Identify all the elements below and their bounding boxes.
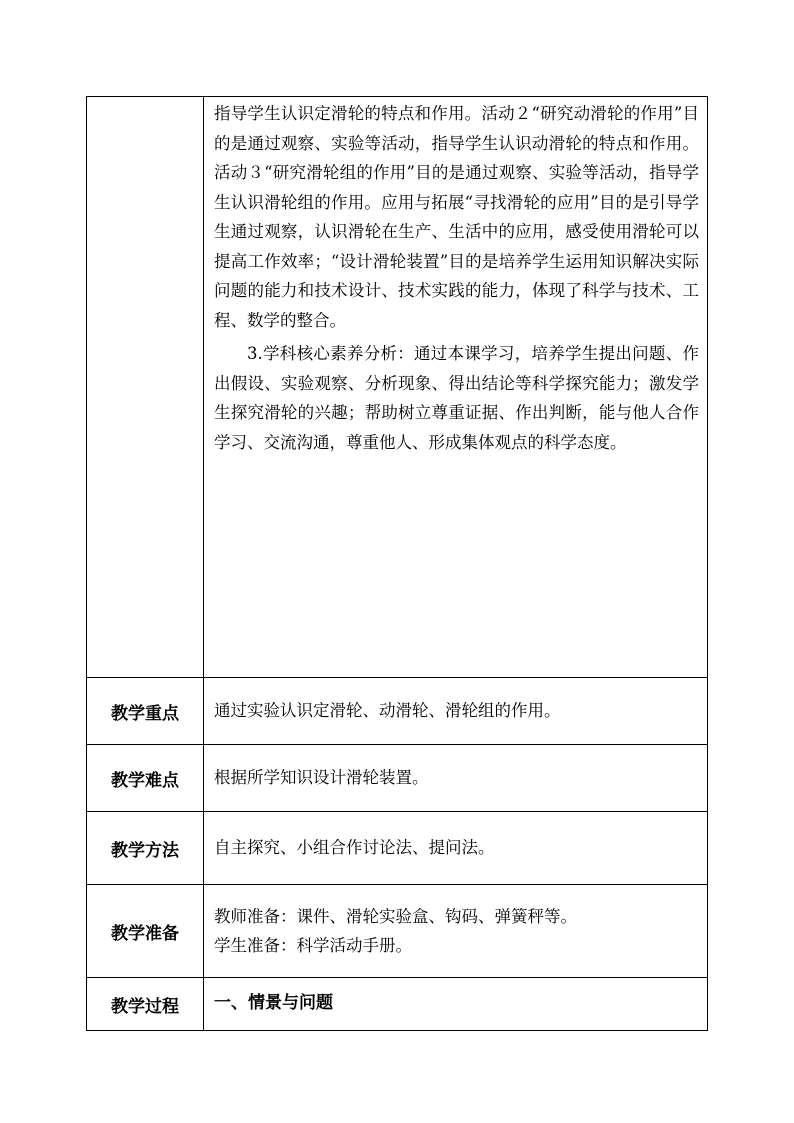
methods-content: [204, 812, 708, 885]
process-label: 教学过程: [87, 978, 204, 1031]
difficulties-label: 教学难点: [87, 745, 204, 812]
difficulties-text: 根据所学知识设计滑轮装置。: [214, 768, 429, 788]
table-row-intro: [87, 97, 708, 678]
preparation-content: [204, 885, 708, 978]
process-section-heading: 一、情景与问题: [214, 993, 333, 1014]
table-row-process: [87, 978, 708, 1031]
methods-label: 教学方法: [87, 812, 204, 885]
key-points-text: 通过实验认识定滑轮、动滑轮、滑轮组的作用。: [214, 701, 561, 721]
difficulties-content: [204, 745, 708, 812]
lesson-plan-table: [86, 96, 708, 1031]
table-row-preparation: [87, 885, 708, 978]
key-points-label: 教学重点: [87, 678, 204, 745]
process-content: [204, 978, 708, 1031]
core-literacy-paragraph: 3.学科核心素养分析：通过本课学习，培养学生提出问题、作出假设、实验观察、分析现象、得出结论等科学探究能力；激发学生探究滑轮的兴趣；帮助树立尊重证据、作出判断，能与他人合作学习、交流沟通，尊重他人、形成集体观点的科学态度。: [214, 344, 699, 452]
intro-label-cell: [87, 97, 204, 678]
intro-content-cell: [204, 97, 708, 678]
table-row-difficulties: [87, 745, 708, 812]
table-row-methods: [87, 812, 708, 885]
teacher-preparation-text: 教师准备：课件、滑轮实验盒、钩码、弹簧秤等。: [214, 906, 577, 926]
student-preparation-text: 学生准备：科学活动手册。: [214, 936, 412, 955]
table-row-key-points: [87, 678, 708, 745]
key-points-content: [204, 678, 708, 745]
methods-text: 自主探究、小组合作讨论法、提问法。: [214, 838, 495, 858]
preparation-label: 教学准备: [87, 885, 204, 978]
activity-description-paragraph: 指导学生认识定滑轮的特点和作用。活动２“研究动滑轮的作用”目的是通过观察、实验等活动，指导学生认识动滑轮的特点和作用。活动３“研究滑轮组的作用”目的是通过观察、实验等活动，指导学生认识滑轮组的作用。应用与拓展“寻找滑轮的应用”目的是引导学生通过观察，认识滑轮在生产、生活中的应用，感受使用滑轮可以提高工作效率；“设计滑轮装置”目的是培养学生运用知识解决实际问题的能力和技术设计、技术实践的能力，体现了科学与技术、工程、数学的整合。: [214, 104, 699, 330]
